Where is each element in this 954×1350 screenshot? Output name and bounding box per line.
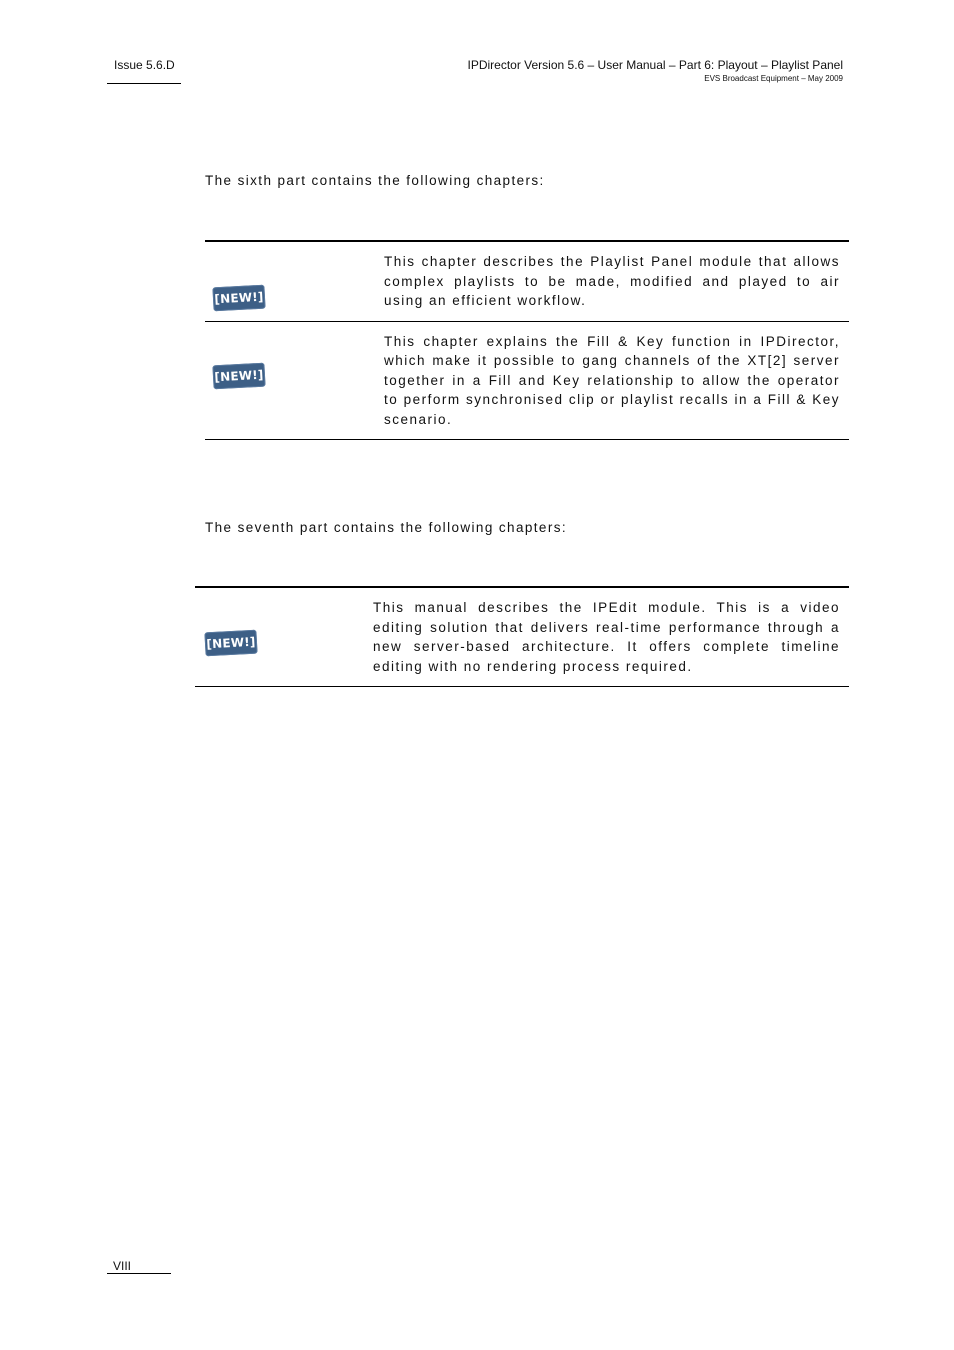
chapter-badge-cell: [205, 241, 384, 321]
new-badge-label: [NEW!]: [214, 367, 264, 384]
chapter-row: [195, 587, 849, 687]
new-badge-label: [NEW!]: [214, 289, 264, 307]
header-issue: Issue 5.6.D: [114, 58, 175, 72]
new-badge-label: [NEW!]: [206, 634, 256, 652]
new-badge-icon: [204, 630, 257, 657]
page-number: VIII: [113, 1259, 132, 1273]
header-left-rule: [107, 83, 181, 84]
section7-intro: The seventh part contains the following chapters:: [205, 520, 568, 535]
section6-intro: The sixth part contains the following chapters:: [205, 173, 545, 188]
new-badge-icon: [212, 362, 265, 389]
section6-chapter-table: [205, 240, 849, 440]
new-badge-icon: [212, 285, 265, 312]
chapter-badge-cell: [205, 321, 384, 440]
header-subtitle: EVS Broadcast Equipment – May 2009: [704, 74, 843, 83]
chapter-description: This chapter describes the Playlist Panel module that allows complex playlists to be made, modified and played to air using an efficient workflow.: [384, 254, 840, 308]
chapter-badge-cell: [195, 587, 373, 687]
chapter-row: [205, 321, 849, 440]
chapter-description: This manual describes the IPEdit module. This is a video editing solution that delivers real-time performance through a new server-based architecture. It offers complete timeline editing with no rendering process required.: [373, 600, 840, 674]
chapter-row: [205, 241, 849, 321]
chapter-description: This chapter explains the Fill & Key function in IPDirector, which make it possible to gang channels of the XT[2] server together in a Fill and Key relationship to allow the operator to perform synchronised clip or playlist recalls in a Fill & Key scenario.: [384, 333, 840, 427]
header-title: IPDirector Version 5.6 – User Manual – Part 6: Playout – Playlist Panel: [467, 58, 843, 72]
footer-rule: [107, 1273, 171, 1274]
section7-chapter-table: [195, 586, 849, 687]
